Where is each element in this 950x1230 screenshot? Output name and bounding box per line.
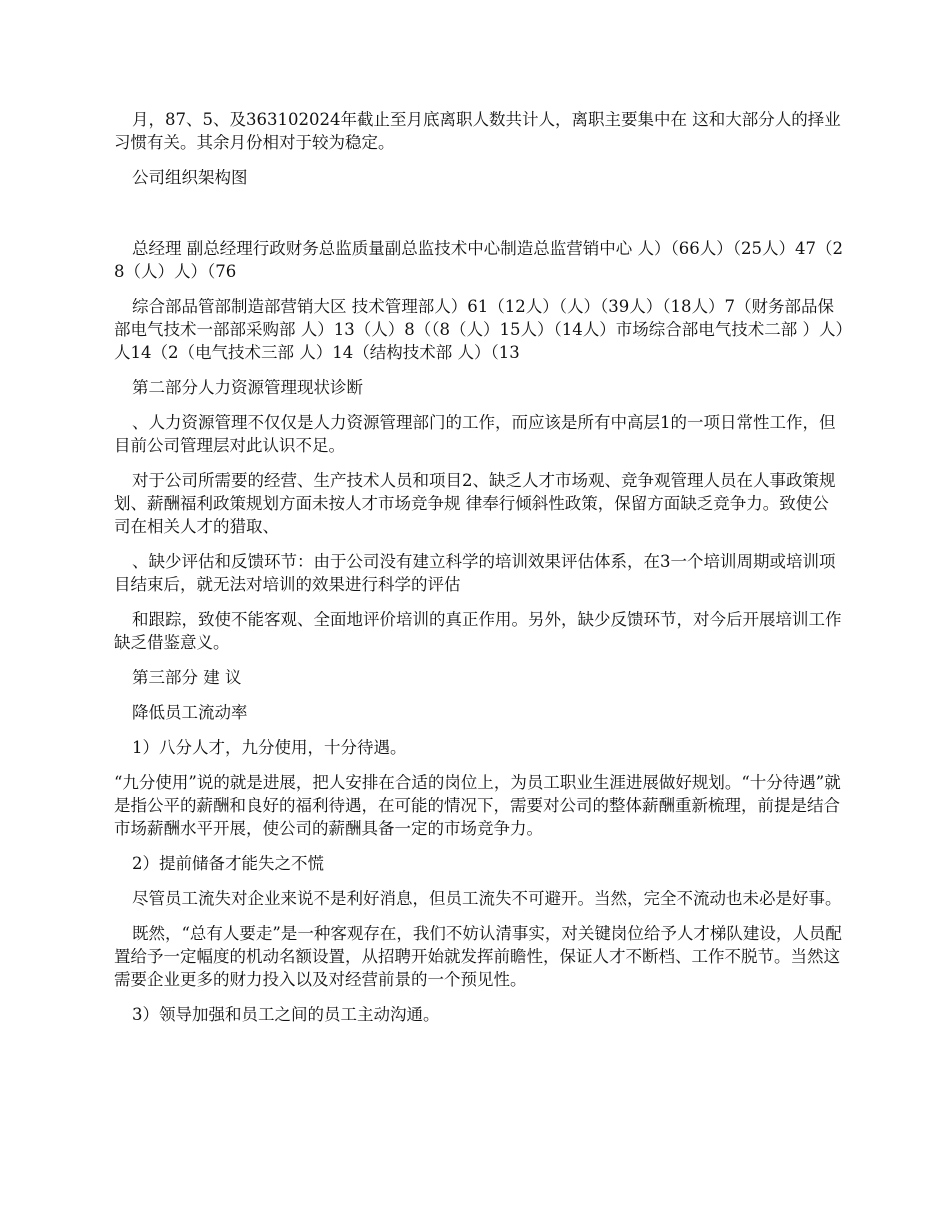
section-heading-part-two: 第二部分人力资源管理现状诊断 — [132, 378, 363, 397]
document-body — [114, 108, 844, 1038]
paragraph-talent-pipeline: 既然，“总有人要走”是一种客观存在，我们不妨认清事实，对关键岗位给予人才梯队建设，人员配置给予一定幅度的机动名额设置，从招聘开始就发挥前瞻性，保证人才不断档、工作不脱节。当然这需要企业更多的财力投入以及对经营前景的一个预见性。 — [114, 924, 842, 989]
paragraph-org-chart-heading: 公司组织架构图 — [132, 168, 248, 187]
subheading-reduce-turnover: 降低员工流动率 — [132, 703, 248, 722]
paragraph-diagnosis-1: 、人力资源管理不仅仅是人力资源管理部门的工作，而应该是所有中高层1的一项日常性工作，但目前公司管理层对此认识不足。 — [114, 413, 836, 455]
paragraph-turnover-summary: 月，87、5、及363102024年截止至月底离职人数共计人，离职主要集中在 这和大部分人的择业习惯有关。其余月份相对于较为稳定。 — [114, 110, 841, 152]
paragraph-usage-and-treatment: “九分使用”说的就是进展，把人安排在合适的岗位上，为员工职业生涯进展做好规划。“十分待遇”就是指公平的薪酬和良好的福利待遇，在可能的情况下，需要对公司的整体薪酬重新梳理，前提是结合市场薪酬水平开展，使公司的薪酬具备一定的市场竞争力。 — [114, 773, 841, 838]
paragraph-org-chart-level-1: 总经理 副总经理行政财务总监质量副总监技术中心制造总监营销中心 人）（66人）（25人）47（28（人）人）（76 — [114, 239, 843, 281]
paragraph-diagnosis-2: 对于公司所需要的经营、生产技术人员和项目2、缺乏人才市场观、竞争观管理人员在人事政策规划、薪酬福利政策规划方面未按人才市场竞争规 律奉行倾斜性政策，保留方面缺乏竞争力。致使公司在相关人才的猎取、 — [114, 471, 836, 536]
list-item-3: 3）领导加强和员工之间的员工主动沟通。 — [132, 1005, 440, 1024]
paragraph-turnover-inevitable: 尽管员工流失对企业来说不是利好消息，但员工流失不可避开。当然，完全不流动也未必是好事。 — [132, 889, 842, 908]
list-item-2: 2）提前储备才能失之不慌 — [132, 854, 324, 873]
list-item-1: 1）八分人才，九分使用，十分待遇。 — [132, 738, 407, 757]
paragraph-diagnosis-3-continued: 和跟踪，致使不能客观、全面地评价培训的真正作用。另外，缺少反馈环节，对今后开展培训工作缺乏借鉴意义。 — [114, 610, 842, 652]
section-heading-part-three: 第三部分 建 议 — [132, 668, 242, 687]
paragraph-diagnosis-3: 、缺少评估和反馈环节：由于公司没有建立科学的培训效果评估体系，在3一个培训周期或培训项目结束后，就无法对培训的效果进行科学的评估 — [114, 552, 836, 594]
org-chart-spacer — [114, 201, 844, 237]
paragraph-org-chart-level-2: 综合部品管部制造部营销大区 技术管理部人）61（12人）（人）（39人）（18人）7（财务部品保部电气技术一部部采购部 人）13（人）8（（8（人）15人）（14人）市场综合部电气技术二部 ）人）人14（2（电气技术三部 人）14（结构技术部 人）（13 — [114, 297, 844, 362]
